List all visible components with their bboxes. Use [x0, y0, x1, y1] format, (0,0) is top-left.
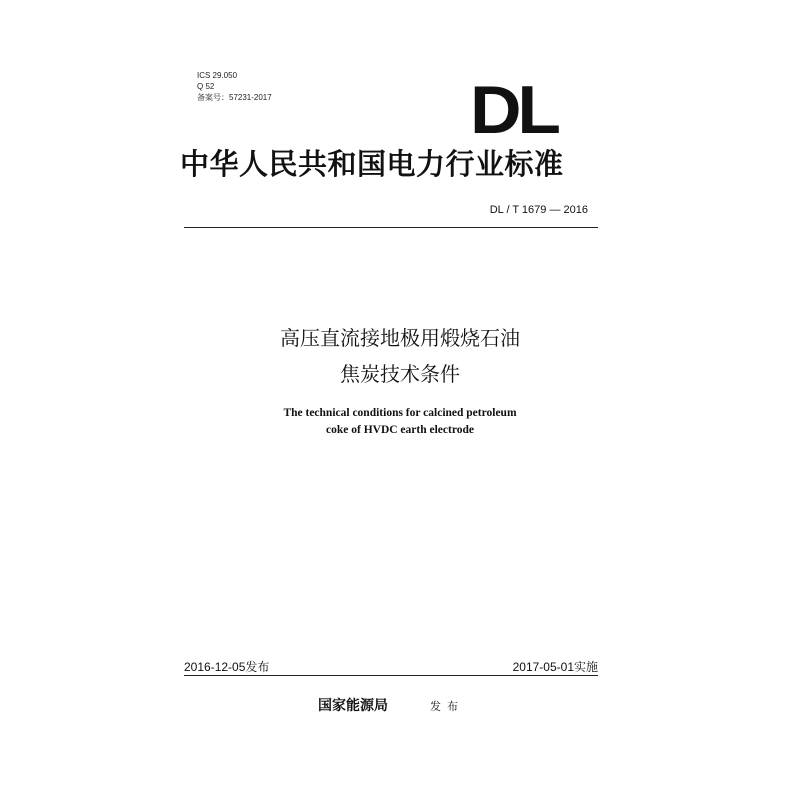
class-code: Q 52: [197, 82, 215, 91]
standard-code: DL / T 1679 — 2016: [489, 204, 588, 216]
english-title-line-1: The technical conditions for calcined petroleum: [283, 407, 517, 419]
bottom-divider: [184, 675, 598, 676]
implementation-date: 2017-05-01实施: [512, 660, 598, 674]
ics-code: ICS 29.050: [197, 71, 238, 80]
chinese-title-line-2: 焦炭技术条件: [340, 362, 460, 386]
dl-logo: DL: [470, 72, 557, 148]
issue-date: 2016-12-05发布: [184, 660, 270, 674]
classification-block: [197, 70, 272, 103]
chinese-title-line-1: 高压直流接地极用煅烧石油: [280, 326, 520, 350]
top-divider: [184, 227, 598, 228]
record-number: 备案号：57231-2017: [197, 93, 272, 102]
english-title-line-2: coke of HVDC earth electrode: [326, 424, 474, 436]
page-title: 中华人民共和国电力行业标准: [180, 147, 564, 181]
publisher-name: 国家能源局: [318, 698, 388, 714]
publish-label: 发布: [430, 700, 464, 713]
